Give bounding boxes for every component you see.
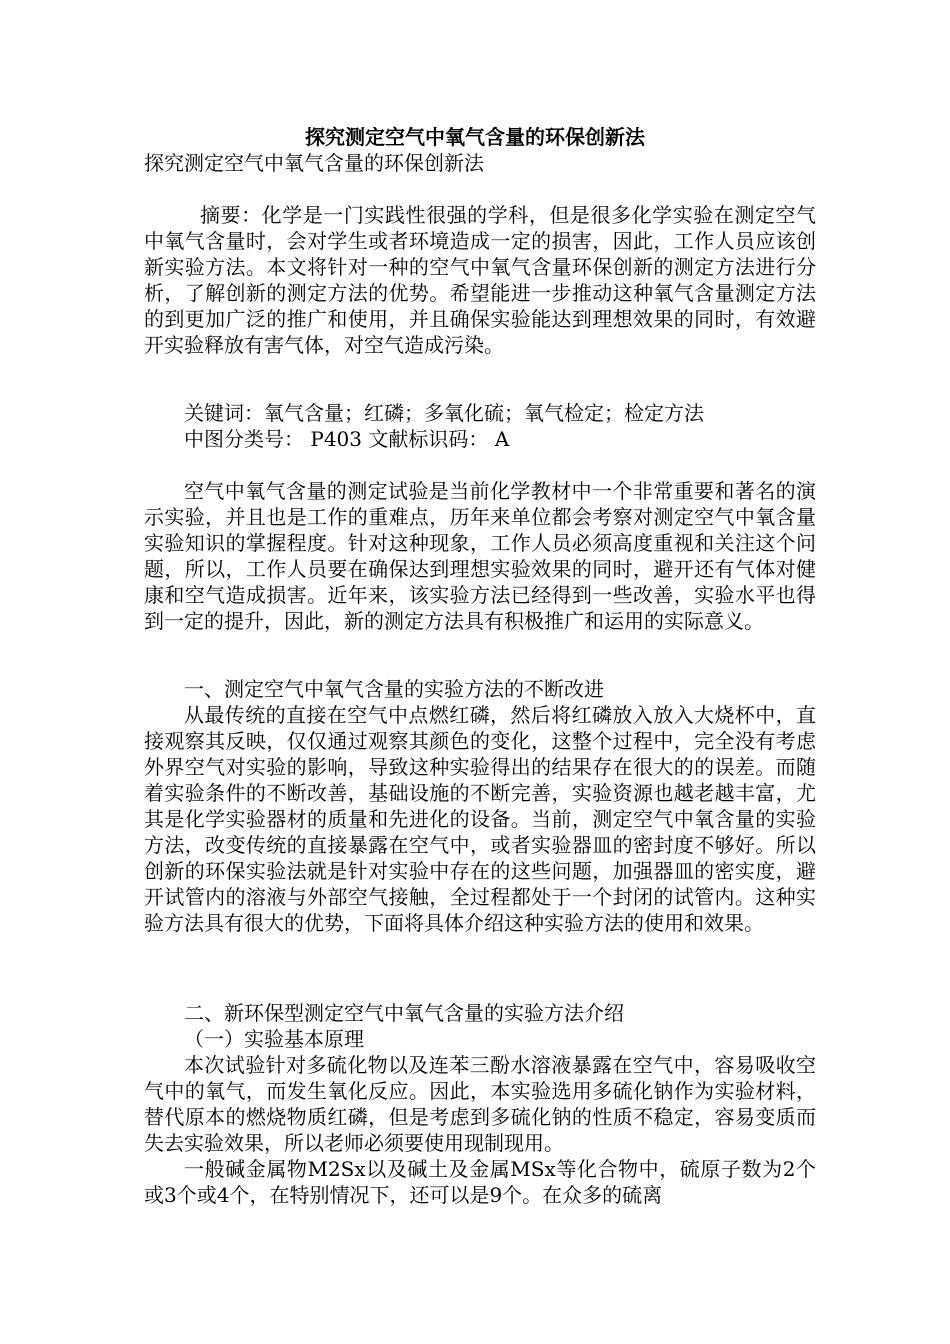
section-2-heading: 二、新环保型测定空气中氧气含量的实验方法介绍 bbox=[184, 1001, 624, 1025]
section-1-heading: 一、测定空气中氧气含量的实验方法的不断改进 bbox=[184, 677, 604, 701]
intro-paragraph: 空气中氧气含量的测定试验是当前化学教材中一个非常重要和著名的演示实验，并且也是工作的重难点，历年来单位都会考察对测定空气中氧含量实验知识的掌握程度。针对这种现象，工作人员必须高度重视和关注这个问题，所以，工作人员要在确保达到理想实验效果的同时，避开还有气体对健康和空气造成损害。近年来，该实验方法已经得到一些改善，实验水平也得到一定的提升，因此，新的测定方法具有积极推广和运用的实际意义。 bbox=[144, 479, 816, 633]
abstract-section bbox=[144, 202, 816, 358]
section-2 bbox=[144, 1000, 816, 1208]
intro-section bbox=[144, 478, 816, 634]
document-subtitle: 探究测定空气中氧气含量的环保创新法 bbox=[144, 151, 484, 175]
section-1 bbox=[144, 676, 816, 936]
section-1-paragraph: 从最传统的直接在空气中点燃红磷，然后将红磷放入放入大烧杯中，直接观察其反映，仅仅通过观察其颜色的变化，这整个过程中，完全没有考虑外界空气对实验的影响，导致这种实验得出的结果存在很大的的误差。而随着实验条件的不断改善，基础设施的不断完善，实验资源也越老越丰富，尤其是化学实验器材的质量和先进化的设备。当前，测定空气中氧含量的实验方法，改变传统的直接暴露在空气中，或者实验器皿的密封度不够好。所以创新的环保实验法就是针对实验中存在的这些问题，加强器皿的密实度，避开试管内的溶液与外部空气接触，全过程都处于一个封闭的试管内。这种实验方法具有很大的优势，下面将具体介绍这种实验方法的使用和效果。 bbox=[144, 703, 816, 935]
abstract-paragraph: 摘要：化学是一门实践性很强的学科，但是很多化学实验在测定空气中氧气含量时，会对学生或者环境造成一定的损害，因此，工作人员应该创新实验方法。本文将针对一种的空气中氧气含量环保创新的测定方法进行分析，了解创新的测定方法的优势。希望能进一步推动这种氧气含量测定方法的到更加广泛的推广和使用，并且确保实验能达到理想效果的同时，有效避开实验释放有害气体，对空气造成污染。 bbox=[144, 203, 816, 357]
keywords-section bbox=[144, 400, 816, 452]
section-2-paragraph-2: 一般碱金属物M2Sx以及碱土及金属MSx等化合物中，硫原子数为2个或3个或4个，在特别情况下，还可以是9个。在众多的硫离 bbox=[144, 1157, 816, 1207]
section-2-paragraph-1: 本次试验针对多硫化物以及连苯三酚水溶液暴露在空气中，容易吸收空气中的氧气，而发生氧化反应。因此，本实验选用多硫化钠作为实验材料，替代原本的燃烧物质红磷，但是考虑到多硫化钠的性质不稳定，容易变质而失去实验效果，所以老师必须要使用现制现用。 bbox=[144, 1053, 816, 1155]
document-title: 探究测定空气中氧气含量的环保创新法 bbox=[305, 125, 645, 149]
classification-line: 中图分类号： P403 文献标识码： A bbox=[184, 427, 510, 451]
section-2-subheading: （一）实验基本原理 bbox=[184, 1027, 364, 1051]
keywords-line: 关键词：氧气含量；红磷；多氧化硫；氧气检定；检定方法 bbox=[184, 401, 704, 425]
